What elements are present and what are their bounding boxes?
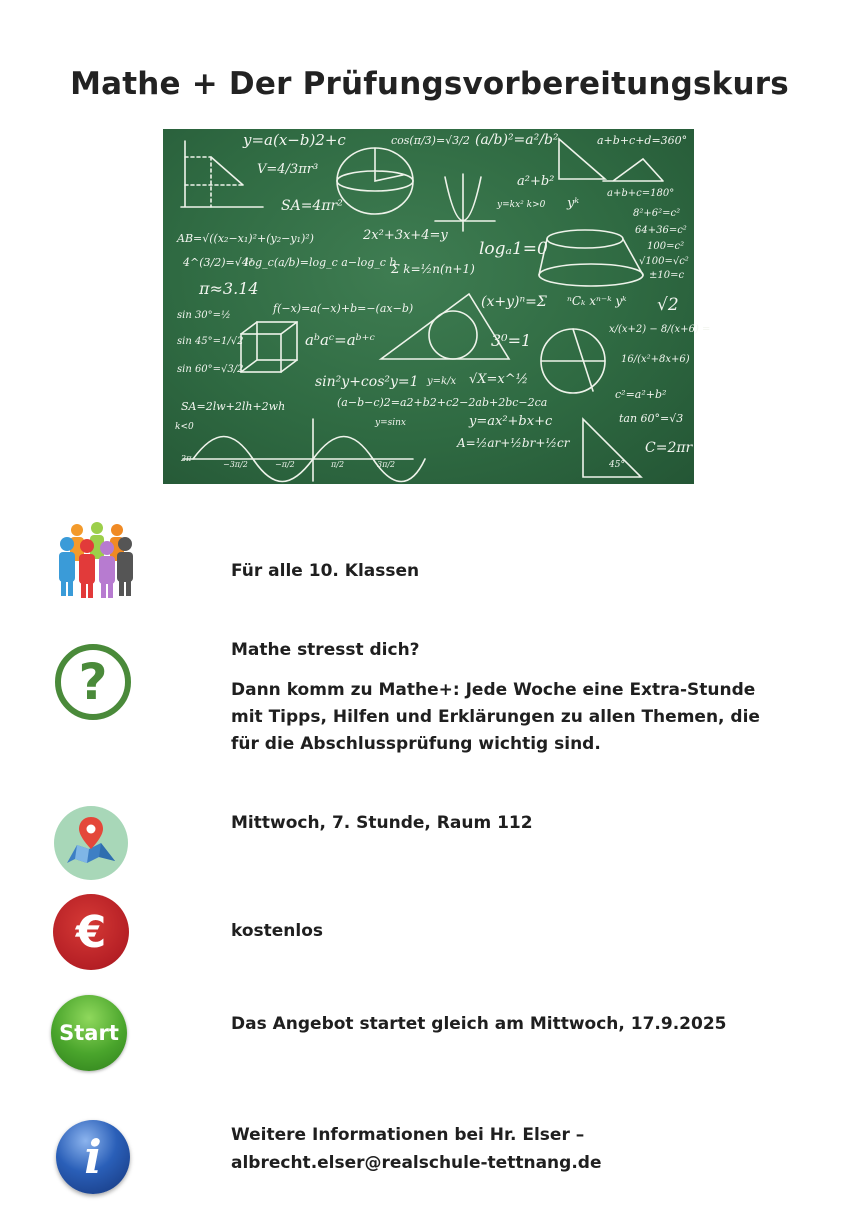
formula-18: log_c(a/b)=log_c a−log_c b [245,256,397,269]
formula-10: a+b+c=180° [607,188,675,199]
info-icon [56,1120,130,1194]
formula-37: SA=2lw+2lh+2wh [181,400,286,413]
formula-16: logₐ1=0 [479,239,548,259]
audience-text: Für alle 10. Klassen [231,561,420,581]
schedule-text: Mittwoch, 7. Stunde, Raum 112 [231,813,533,833]
contact-line: Weitere Informationen bei Hr. Elser – [231,1125,585,1145]
formula-26: √2 [657,295,679,315]
formula-33: 16/(x²+8x+6) [621,354,690,365]
formula-23: f(−x)=a(−x)+b=−(ax−b) [273,302,414,315]
formula-4: a+b+c+d=360° [597,134,688,147]
formula-47: −3π/2 [223,460,248,469]
formula-45: C=2πr [645,440,693,456]
formula-11: 8²+6²=c² [633,208,681,219]
formula-20: √100=√c² [639,256,689,267]
cost-text: kostenlos [231,921,324,941]
formula-40: tan 60°=√3 [619,412,684,425]
question-description: Dann komm zu Mathe+: Jede Woche eine Extra-Stunde mit Tipps, Hilfen und Erklärungen zu allen Themen, die für die Abschlussprüfung wichtig sind. [231,680,760,754]
formula-29: sin 60°=√3/2 [177,364,244,375]
people-group-icon [55,520,139,600]
formula-3: (a/b)²=a²/b² [475,132,559,148]
euro-glyph: € [75,906,107,958]
formula-28: sin 45°=1/√2 [177,336,244,347]
question-mark-icon: ? [55,644,131,720]
formula-39: c²=a²+b² [615,388,667,401]
formula-27: sin 30°=½ [177,310,231,321]
formula-21: ±10=c [649,270,685,281]
formula-7: a²+b² [517,174,555,189]
formula-25: ⁿCₖ xⁿ⁻ᵏ yᵏ [567,294,627,308]
chalkboard-image [163,129,711,484]
question-heading: Mathe stresst dich? [231,640,420,660]
map-pin-icon [53,805,129,881]
formula-17: 4^(3/2)=√4³ [183,256,254,269]
formula-42: y=sinx [375,418,406,428]
contact-email: albrecht.elser@realschule-tettnang.de [231,1153,602,1173]
formula-14: AB=√((x₂−x₁)²+(y₂−y₁)²) [177,232,314,245]
formula-34: sin²y+cos²y=1 [315,374,419,390]
formula-41: k<0 [175,422,194,432]
formula-9: yᵏ [567,196,580,211]
formula-5: V=4/3πr³ [257,162,319,177]
start-icon [51,995,127,1071]
formula-38: (a−b−c)2=a2+b2+c2−2ab+2bc−2ca [337,396,548,409]
formula-30: aᵇaᶜ=aᵇ⁺ᶜ [305,331,375,349]
formula-32: x/(x+2) − 8/(x+6) = [609,324,711,335]
formula-44: A=½ar+½br+½cr [457,436,570,450]
start-date-text: Das Angebot startet gleich am Mittwoch, 17.9.2025 [231,1014,727,1034]
formula-22: π≈3.14 [199,279,259,298]
formula-6: SA=4πr² [281,198,343,214]
formula-46: 2π [181,454,192,463]
formula-36: √X=x^½ [469,372,529,387]
formula-24: (x+y)ⁿ=Σ [481,294,547,310]
formula-50: 3π/2 [377,460,396,469]
formula-19: Σ k=½n(n+1) [391,262,475,276]
formula-43: y=ax²+bx+c [469,414,553,429]
formula-13: 100=c² [647,241,685,252]
formula-51: 45° [609,460,625,470]
formula-8: y=kx² k>0 [497,200,546,210]
formula-1: y=a(x−b)2+c [243,131,346,149]
euro-icon [53,894,129,970]
formula-12: 64+36=c² [635,225,687,236]
formula-48: −π/2 [275,460,295,469]
start-glyph: Start [59,1021,119,1045]
formula-31: 3⁰=1 [491,331,532,350]
formula-2: cos(π/3)=√3/2 [391,134,470,147]
formula-15: 2x²+3x+4=y [363,228,448,243]
info-glyph: i [84,1130,102,1184]
formula-35: y=k/x [427,376,457,387]
page-title: Mathe + Der Prüfungsvorbereitungskurs [70,66,789,102]
formula-49: π/2 [331,460,345,469]
